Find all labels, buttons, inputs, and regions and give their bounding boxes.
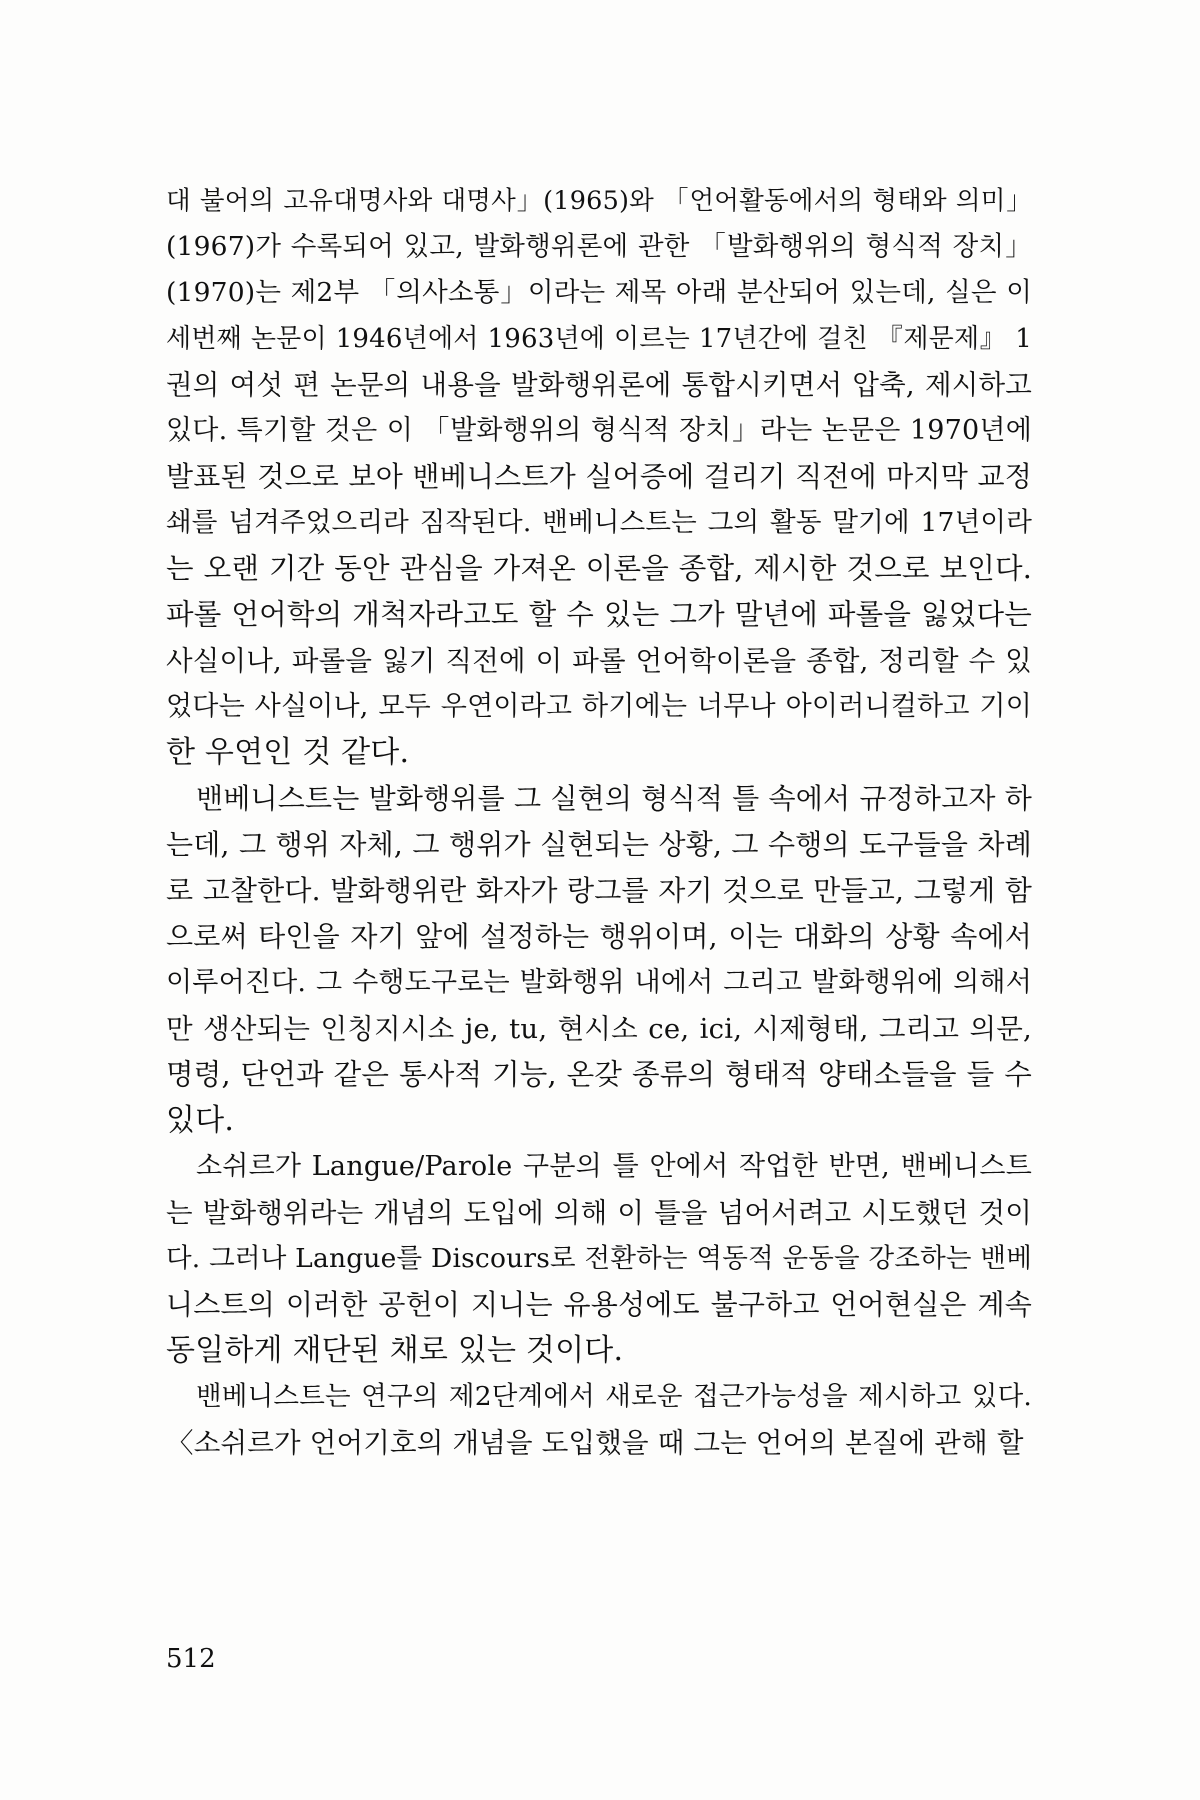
text-line: 로 고찰한다. 발화행위란 화자가 랑그를 자기 것으로 만들고, 그렇게 함 bbox=[166, 874, 1032, 907]
paragraph bbox=[166, 178, 1032, 776]
text-line: 만 생산되는 인칭지시소 je, tu, 현시소 ce, ici, 시제형태, 그리고 의문, bbox=[166, 1013, 1032, 1045]
paragraph bbox=[166, 776, 1032, 1144]
text-line: 대 불어의 고유대명사와 대명사」(1965)와 「언어활동에서의 형태와 의미」 bbox=[166, 186, 1032, 216]
text-line: 한 우연인 것 같다. bbox=[166, 735, 410, 770]
text-line: 권의 여섯 편 논문의 내용을 발화행위론에 통합시키면서 압축, 제시하고 bbox=[166, 369, 1032, 401]
body-text bbox=[166, 178, 1032, 1466]
text-line: 〈소쉬르가 언어기호의 개념을 도입했을 때 그는 언어의 본질에 관해 할 bbox=[166, 1427, 1024, 1459]
text-line: 밴베니스트는 연구의 제2단계에서 새로운 접근가능성을 제시하고 있다. bbox=[196, 1381, 1032, 1412]
text-line: 파롤 언어학의 개척자라고도 할 수 있는 그가 말년에 파롤을 잃었다는 bbox=[166, 598, 1032, 631]
text-line: 밴베니스트는 발화행위를 그 실현의 형식적 틀 속에서 규정하고자 하 bbox=[196, 782, 1032, 815]
text-line: 쇄를 넘겨주었으리라 짐작된다. 밴베니스트는 그의 활동 말기에 17년이라 bbox=[166, 507, 1032, 538]
text-line: 발표된 것으로 보아 밴베니스트가 실어증에 걸리기 직전에 마지막 교정 bbox=[166, 460, 1032, 493]
paragraph bbox=[166, 1144, 1032, 1374]
text-line: 는데, 그 행위 자체, 그 행위가 실현되는 상황, 그 수행의 도구들을 차례 bbox=[166, 828, 1032, 861]
text-line: 는 오랜 기간 동안 관심을 가져온 이론을 종합, 제시한 것으로 보인다. bbox=[166, 552, 1032, 585]
page-number: 512 bbox=[166, 1644, 216, 1674]
text-line: 명령, 단언과 같은 통사적 기능, 온갖 종류의 형태적 양태소들을 들 수 bbox=[166, 1058, 1032, 1091]
text-line: 동일하게 재단된 채로 있는 것이다. bbox=[166, 1333, 624, 1368]
text-line: 세번째 논문이 1946년에서 1963년에 이르는 17년간에 걸친 『제문제』 1 bbox=[166, 324, 1032, 354]
text-line: 사실이나, 파롤을 잃기 직전에 이 파롤 언어학이론을 종합, 정리할 수 있 bbox=[166, 645, 1032, 677]
text-line: 는 발화행위라는 개념의 도입에 의해 이 틀을 넘어서려고 시도했던 것이 bbox=[166, 1197, 1032, 1229]
text-line: 었다는 사실이나, 모두 우연이라고 하기에는 너무나 아이러니컬하고 기이 bbox=[166, 691, 1032, 722]
text-line: 있다. 특기할 것은 이 「발화행위의 형식적 장치」라는 논문은 1970년에 bbox=[166, 415, 1032, 446]
text-line: 다. 그러나 Langue를 Discours로 전환하는 역동적 운동을 강조하는 밴베 bbox=[166, 1243, 1032, 1274]
text-line: 소쉬르가 Langue/Parole 구분의 틀 안에서 작업한 반면, 밴베니스트 bbox=[196, 1151, 1032, 1182]
text-line: (1967)가 수록되어 있고, 발화행위론에 관한 「발화행위의 형식적 장치」 bbox=[166, 231, 1032, 262]
paragraph bbox=[166, 1374, 1032, 1466]
text-line: 니스트의 이러한 공헌이 지니는 유용성에도 불구하고 언어현실은 계속 bbox=[166, 1288, 1032, 1321]
text-line: 이루어진다. 그 수행도구로는 발화행위 내에서 그리고 발화행위에 의해서 bbox=[166, 967, 1032, 998]
text-line: 있다. bbox=[166, 1103, 235, 1138]
text-line: 으로써 타인을 자기 앞에 설정하는 행위이며, 이는 대화의 상황 속에서 bbox=[166, 920, 1032, 953]
text-line: (1970)는 제2부 「의사소통」이라는 제목 아래 분산되어 있는데, 실은 이 bbox=[166, 277, 1032, 308]
